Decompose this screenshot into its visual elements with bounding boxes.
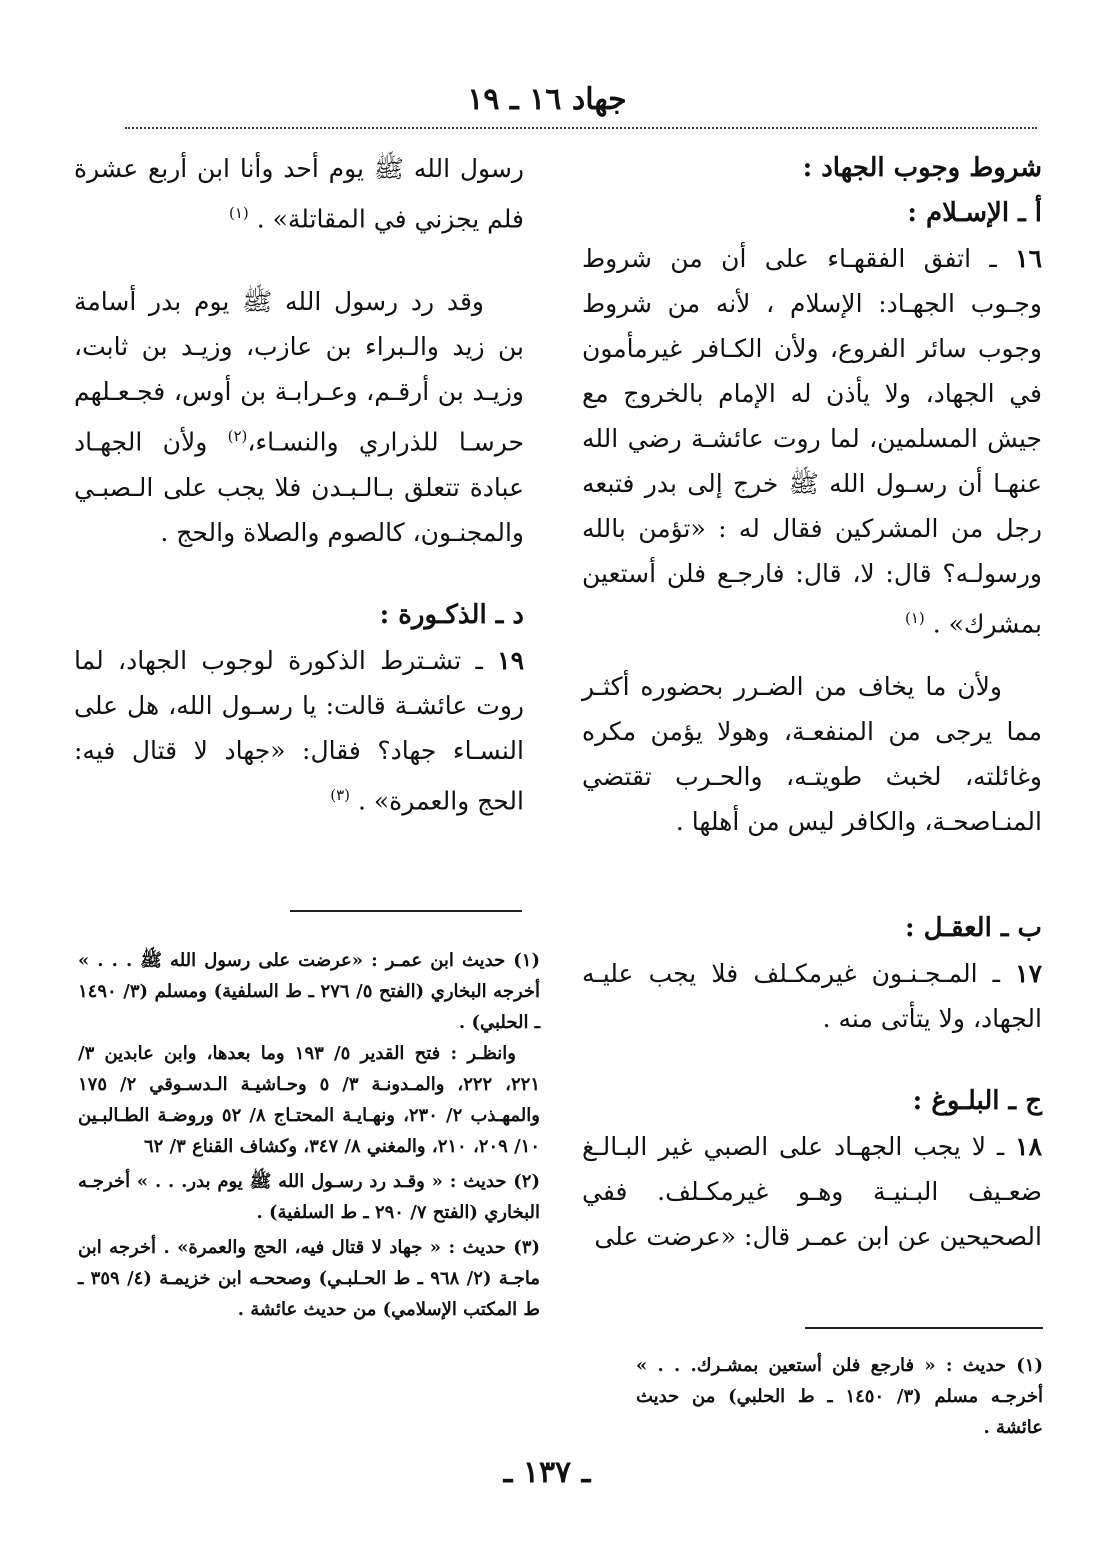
paragraph-number: ١٩	[497, 645, 524, 675]
footnote-ref: (١)	[904, 609, 925, 627]
section-heading-conditions: شروط وجوب الجهاد :	[802, 153, 1042, 183]
paragraph-text: ـ المـجـنـون غيرمكـلف فلا يجب عليـه الجهاد، ولا يتأتى منه .	[582, 959, 1042, 1034]
subheading-masculinity: د ـ الذكـورة :	[379, 599, 524, 630]
subheading-islam: أ ـ الإسـلام :	[907, 198, 1042, 228]
subheading-puberty: ج ـ البلـوغ :	[912, 1086, 1042, 1117]
paragraph-number: ١٧	[1015, 959, 1042, 989]
paragraph-text: ـ اتفق الفقهـاء على أن من شروط وجـوب الجهـاد: الإسلام ، لأنه من شروط وجوب سائر الفروع، ولأن الكـافر غيرمأمون في الجهاد، ولا يأذن له الإمام بالخروج مع جيش المسلمين، لما روت عائشـة رضي الله عنهـا أن رسـول الله ﷺ خرج إلى بدر فتبعه رجل من المشركين فقال له : «تؤمن بالله ورسولـه؟ قال: لا، قال: فارجـع فلن أستعين بمشرك» .	[582, 244, 1042, 639]
paragraph-18	[582, 1124, 1042, 1259]
paragraph-number: ١٦	[1015, 244, 1042, 273]
header-divider	[125, 127, 1037, 129]
footnote-divider-left	[290, 910, 522, 912]
footnote-2: (٢) حديث : « وقـد رد رسـول الله ﷺ يوم بدر. . . » أخرجـه البخاري (الفتح ٧/ ٢٩٠ ـ ط السلفية) .	[78, 1171, 540, 1223]
running-header: جهاد ١٦ ـ ١٩	[467, 82, 627, 117]
paragraph-text: ولأن الجهـاد عبادة تتعلق بـالـبـدن فلا يجب على الـصبـي والمجنـون، كالصوم والصلاة والحج .	[74, 427, 524, 547]
footnotes-right	[636, 1350, 1043, 1443]
footnote-ref: (٢)	[227, 427, 248, 446]
footnote-ref: (١)	[228, 204, 249, 222]
right-column	[582, 146, 1042, 1259]
footnote-divider-right	[805, 1327, 1043, 1329]
paragraph-16	[582, 236, 1042, 646]
paragraph-18b	[74, 279, 524, 554]
paragraph-text: ـ تشـترط الذكورة لوجوب الجهاد، لما روت عائشـة قالت: يا رسـول الله، هل على النسـاء جهاد؟ فقال: «جهاد لا قتال فيه: الحج والعمرة» .	[74, 645, 524, 815]
paragraph-text: رسول الله ﷺ يوم أحد وأنا ابن أربع عشرة فلم يجزني في المقاتلة» .	[74, 154, 524, 234]
paragraph-18-continued	[74, 146, 524, 241]
page-number: ـ ١٣٧ ـ	[503, 1455, 591, 1490]
footnote-3: (٣) حديث : « جهاد لا قتال فيه، الحج والعمرة» . أخرجه ابن ماجـة (٢/ ٩٦٨ ـ ط الحـلبـي) وصححـه ابن خزيمـة (٤/ ٣٥٩ ـ ط المكتب الإسلامي) من حديث عائشة .	[78, 1237, 541, 1320]
footnote-ref: (٣)	[330, 785, 351, 804]
footnote-1-right: (١) حديث : « فارجع فلن أستعين بمشـرك. . . » أخرجـه مسلم (٣/ ١٤٥٠ ـ ط الحلبي) من حديث عائشة .	[636, 1355, 1043, 1438]
subheading-reason: ب ـ العقـل :	[905, 913, 1042, 944]
paragraph-19	[74, 638, 524, 823]
footnote-1-continued: وانظـر : فتح القدير ٥/ ١٩٣ وما بعدها، وابن عابدين ٣/ ٢٢١، ٢٢٢، والمـدونـة ٣/ ٥ وحـاشيـة الـدسـوقي ٢/ ١٧٥ والمهـذب ٢/ ٢٣٠، ونهـايـة المحتـاج ٨/ ٥٢ وروضـة الطـالبـين ١٠/ ٢٠٩، ٢١٠، والمغني ٨/ ٣٤٧، وكشاف القناع ٣/ ٦٢	[78, 1043, 541, 1157]
paragraph-text: ـ لا يجب الجهـاد على الصبي غير البـالـغ ضعـيف البـنيـة وهـو غيرمكـلف. ففي الصحيحين عن ابن عمـر قال: «عرضت على	[582, 1132, 1042, 1252]
footnotes-left	[78, 945, 540, 1325]
footnote-1: (١) حديث ابن عمـر : «عرضت على رسول الله ﷺ . . . » أخرجه البخاري (الفتح ٥/ ٢٧٦ ـ ط السلفية) ومسلم (٣/ ١٤٩٠ ـ الحلبي) .	[78, 950, 541, 1033]
paragraph-number: ١٨	[1015, 1132, 1042, 1162]
paragraph-17	[582, 951, 1042, 1041]
paragraph-16-continued: ولأن ما يخاف من الضـرر بحضوره أكثـر مما يرجى من المنفعـة، وهولا يؤمن مكره وغائلته، لخبث طويتـه، والحـرب تقتضي المنـاصحـة، والكافر ليس من أهلها .	[582, 672, 1042, 837]
paragraph-text: وقد رد رسول الله ﷺ يوم بدر أسامة بن زيد والـبراء بن عازب، وزيـد بن ثابت، وزيـد بن أرقـم، وعـرابـة بن أوس، فجـعـلهم حرسـا للذراري والنسـاء،	[74, 287, 524, 457]
left-column	[74, 146, 524, 823]
